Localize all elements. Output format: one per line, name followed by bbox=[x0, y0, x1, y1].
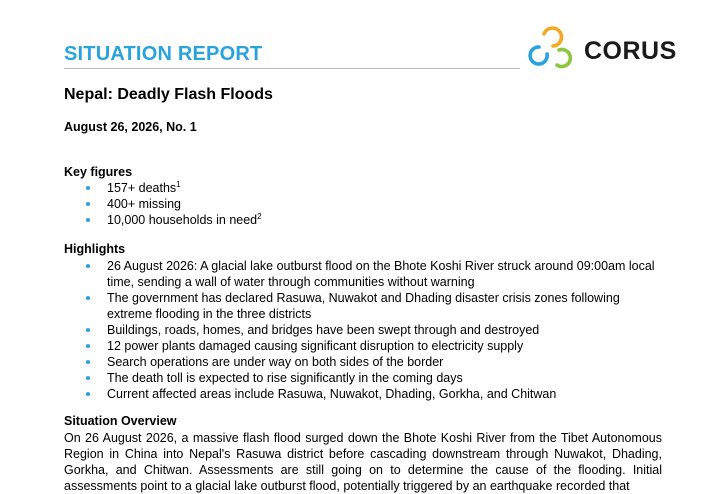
key-figures-heading: Key figures bbox=[64, 165, 133, 179]
list-item: 10,000 households in need$^2$ bbox=[64, 212, 664, 228]
situation-overview-body: On 26 August 2026, a massive flash flood surged down the Bhote Koshi River from the Tibet Autonomous Region in China into Nepal's Rasuwa district before cascading downstream through Nuwakot, Dhading, Gorkha, and Chitwan. Assessments are still going on to determine the cause of the flooding. Initial assessments point to a glacial lake outburst flood, potentially triggered by an earthquake recorded that bbox=[64, 431, 662, 493]
document-date: August 26, 2026, No. 1 bbox=[64, 120, 197, 134]
list-item: The government has declared Rasuwa, Nuwakot and Dhading disaster crisis zones following extreme flooding in the three districts bbox=[64, 290, 664, 322]
list-item: The death toll is expected to rise significantly in the coming days bbox=[64, 370, 664, 386]
header-divider bbox=[64, 68, 520, 69]
corus-logo-icon bbox=[530, 28, 576, 72]
corus-logo bbox=[530, 28, 680, 72]
list-item: Search operations are under way on both sides of the border bbox=[64, 354, 664, 370]
highlights-heading: Highlights bbox=[64, 242, 126, 256]
report-header bbox=[64, 40, 520, 70]
key-figures-list bbox=[64, 180, 664, 228]
report-title: SITUATION REPORT bbox=[64, 43, 263, 65]
document-title: Nepal: Deadly Flash Floods bbox=[64, 86, 273, 103]
corus-logo-text: CORUS bbox=[584, 37, 677, 65]
situation-overview-heading: Situation Overview bbox=[64, 414, 177, 428]
list-item: 157+ deaths$^1$ bbox=[64, 180, 664, 196]
list-item: Current affected areas include Rasuwa, Nuwakot, Dhading, Gorkha, and Chitwan bbox=[64, 386, 664, 402]
highlights-list bbox=[64, 258, 664, 402]
list-item: 400+ missing bbox=[64, 196, 664, 212]
list-item: 12 power plants damaged causing significant disruption to electricity supply bbox=[64, 338, 664, 354]
list-item: Buildings, roads, homes, and bridges have been swept through and destroyed bbox=[64, 322, 664, 338]
list-item: 26 August 2026: A glacial lake outburst flood on the Bhote Koshi River struck around 09:00am local time, sending a wall of water through communities without warning bbox=[64, 258, 664, 290]
